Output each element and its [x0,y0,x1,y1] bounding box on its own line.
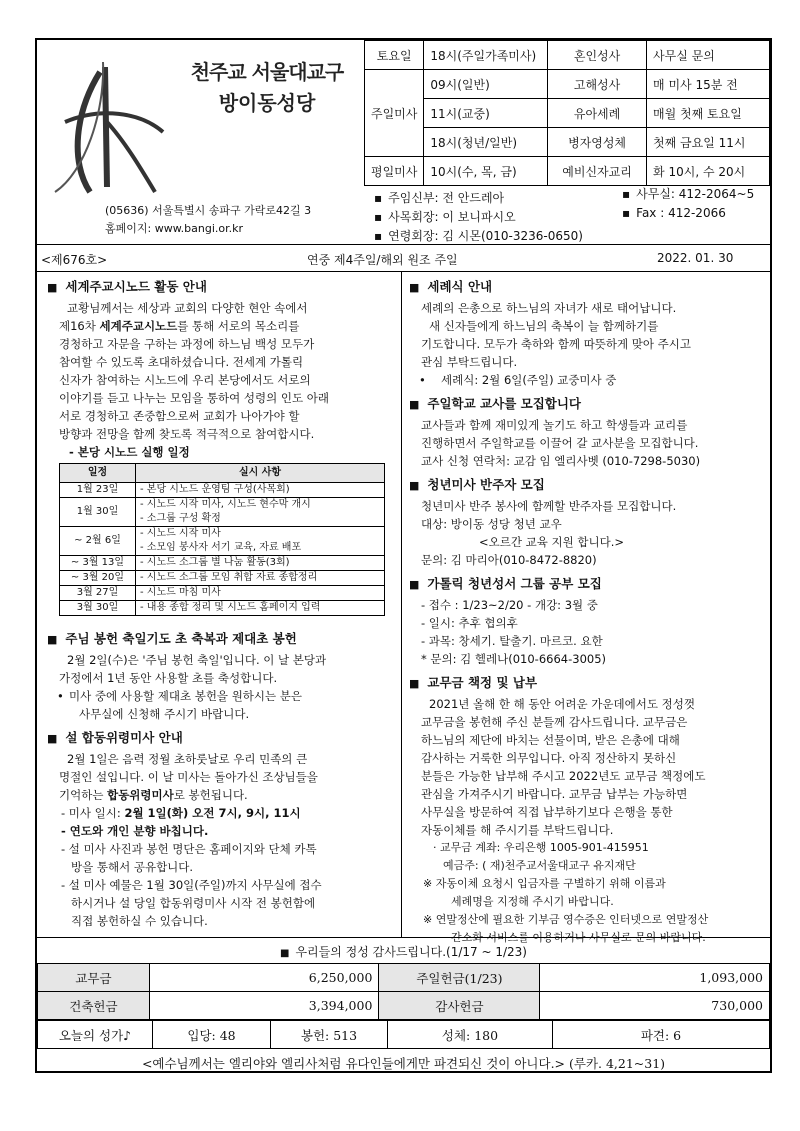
newyear-detail-cont: 하시거나 설 당일 합동위령미사 시작 전 봉헌함에 [71,896,316,910]
accompanist-text: 문의: 김 마리아(010-8472-8820) [421,553,597,567]
newyear-text: 명절인 설입니다. 이 날 미사는 돌아가신 조상님들을 [59,770,318,784]
synod-section [47,278,399,616]
newyear-title: ■ 설 합동위령미사 안내 [47,729,399,748]
baptism-val: 매월 첫째 토요일 [647,99,770,128]
plan-item: - 내용 종합 정리 및 시노드 홈페이지 입력 [136,601,385,616]
candle-section [47,630,399,723]
anointing-label: 병자영성체 [548,128,647,157]
church-name-line2: 방이동성당 [218,91,316,115]
weekday-label: 평일미사 [365,157,424,186]
dues-note-cont: 세례명을 지정해 주시기 바랍니다. [451,895,614,908]
sat-time: 18시(주일가족미사) [424,41,548,70]
table-row [60,556,385,571]
synod-text-part: 를 통해 서로의 목소리를 [177,319,300,333]
baptism-text: 기도합니다. 모두가 축하와 함께 따뜻하게 맞아 주시고 [421,337,691,351]
synod-text: 방향과 전망을 함께 찾도록 적극적으로 참여합시다. [59,427,315,441]
staff-list-right [622,185,754,223]
address-block [105,202,311,238]
header [37,40,770,245]
candle-bullet-cont: 사무실에 신청해 주시기 바랍니다. [79,707,250,721]
hymn-table [37,1020,770,1049]
sunday-offering-label: 주일헌금(1/23) [379,964,540,992]
synod-bold: 세계주교시노드 [99,319,178,333]
dues-account-holder: 예금주: ( 재)천주교서울대교구 유지재단 [443,859,636,872]
baptism-title: ■ 세례식 안내 [409,278,767,297]
newyear-text [47,786,399,804]
catechism-val: 화 10시, 수 20시 [647,157,770,186]
column-divider [401,272,402,937]
pastor: ▪ 주임신부: 전 안드레아 [374,189,583,208]
hymn-communion: 성체: 180 [388,1021,553,1049]
logo-area [37,40,364,245]
synod-text [47,317,399,335]
plan-item: - 본당 시노드 운영팀 구성(사목회) [136,483,385,498]
office-phone: ▪ 사무실: 412-2064~5 [622,185,754,204]
federation-chair: ▪ 연령회장: 김 시몬(010-3236-0650) [374,227,583,246]
table-row [60,483,385,498]
plan-item: - 시노드 소그룹 모임 취합 자료 종합정리 [136,571,385,586]
newyear-section [47,729,399,930]
issue-title: 연중 제4주일/해외 원조 주일 [307,253,458,267]
table-row [38,1021,770,1049]
mass-schedule-table [364,40,770,186]
synod-text: 참여할 수 있도록 초대하셨습니다. 전세계 가톨릭 [59,355,304,369]
dues-title: ■ 교무금 책정 및 납부 [409,674,767,693]
accompanist-text: 청년미사 반주 봉사에 함께할 반주자를 모집합니다. [421,499,677,513]
wedding-label: 혼인성사 [548,41,647,70]
newyear-text-part: 로 봉헌됩니다. [173,788,248,802]
plan-date: ~ 2월 6일 [60,527,136,556]
building-value: 3,394,000 [149,992,379,1020]
catechism-label: 예비신자교리 [548,157,647,186]
confession-val: 매 미사 15분 전 [647,70,770,99]
bible-section [409,575,767,668]
sunday-label: 주일미사 [365,70,424,157]
baptism-section [409,278,767,389]
newyear-text: 2월 1일은 음력 정월 초하룻날로 우리 민족의 큰 [67,752,308,766]
newyear-bold: 합동위령미사 [107,788,174,802]
baptism-text: 세례의 은총으로 하느님의 자녀가 새로 태어납니다. [421,301,677,315]
candle-text: 2월 2일(수)은 '주님 봉헌 축일'입니다. 이 날 본당과 [67,653,327,667]
plan-item [136,498,385,527]
homepage[interactable]: 홈페이지: www.bangi.or.kr [105,222,244,235]
plan-item-line: - 소그룹 구성 확정 [140,513,221,524]
bible-text: - 접수 : 1/23~2/20 - 개강: 3월 중 [421,598,598,612]
dues-text: 하느님의 제단에 바치는 선물이며, 받은 은총에 대해 [421,733,680,747]
hymn-offertory: 봉헌: 513 [271,1021,388,1049]
dues-text: 사무실을 방문하여 직접 납부하기보다 은행을 통한 [421,805,673,819]
dues-note: ※ 연말정산에 필요한 기부금 영수증은 인터넷으로 연말정산 [423,913,709,926]
hymn-label: 오늘의 성가♪ [38,1021,153,1049]
sunday-offering-value: 1,093,000 [540,964,770,992]
baptism-text: 새 신자들에게 하느님의 축복이 늘 함께하기를 [429,319,659,333]
issue-date: 2022. 01. 30 [657,251,734,265]
church-logo-icon [45,52,165,202]
dues-account: · 교무금 계좌: 우리은행 1005-901-415951 [433,841,649,854]
synod-text: 이야기를 듣고 나누는 모임을 통하여 성령의 인도 아래 [59,391,329,405]
dues-value: 6,250,000 [149,964,379,992]
sunday-mass-1: 09시(일반) [424,70,548,99]
bulletin-page [35,38,772,1073]
plan-date: 3월 30일 [60,601,136,616]
left-column [47,278,399,936]
newyear-detail-bold: 2월 1일(화) 오전 7시, 9시, 11시 [124,806,301,820]
bible-text: - 일시: 추후 협의후 [421,616,518,630]
synod-title: ■ 세계주교시노드 활동 안내 [47,278,399,297]
sunday-school-text: 진행하면서 주일학교를 이끌어 갈 교사분을 모집합니다. [421,436,699,450]
plan-head-date: 일정 [60,464,136,483]
offering-table [37,963,770,1020]
sunday-school-section [409,395,767,470]
thanks-title: ■ 우리들의 정성 감사드립니다.(1/17 ~ 1/23) [37,937,770,963]
wedding-val: 사무실 문의 [647,41,770,70]
plan-date: 1월 30일 [60,498,136,527]
church-name-line1: 천주교 서울대교구 [190,60,344,84]
candle-bullet: • 미사 중에 사용할 제대초 봉헌을 원하시는 분은 [47,687,399,705]
table-row [60,571,385,586]
newyear-detail-cont: 방을 통해서 공유합니다. [71,860,194,874]
right-column [409,278,767,953]
table-row [38,964,770,992]
plan-date: ~ 3월 20일 [60,571,136,586]
plan-date: ~ 3월 13일 [60,556,136,571]
plan-item: - 시노드 소그룹 별 나눔 활동(3회) [136,556,385,571]
sunday-school-text: 교사들과 함께 재미있게 놀기도 하고 학생들과 교리를 [421,418,688,432]
address: (05636) 서울특별시 송파구 가락로42길 3 [105,204,312,217]
issue-number: <제676호> [41,253,108,267]
candle-title: ■ 주님 봉헌 축일기도 초 축복과 제대초 봉헌 [47,630,399,649]
synod-text: 서로 경청하고 존중함으로써 교회가 나아가야 할 [59,409,300,423]
synod-plan-table [59,463,385,616]
dues-text: 교무금을 봉헌해 주신 분들께 감사드립니다. 교무금은 [421,715,688,729]
plan-head-item: 실시 사항 [136,464,385,483]
newyear-detail: - 연도와 개인 분향 바칩니다. [61,824,209,838]
synod-text-part: 제16차 [59,319,100,333]
sunday-mass-2: 11시(교중) [424,99,548,128]
table-row [60,527,385,556]
dues-note: ※ 자동이체 요청시 입금자를 구별하기 위해 이름과 [423,877,666,890]
church-name [167,56,367,116]
dues-text: 관심을 가져주시기 바랍니다. 교무금 납부는 가능하면 [421,787,688,801]
newyear-text-part: 기억하는 [59,788,108,802]
plan-item [136,527,385,556]
table-row [38,992,770,1020]
confession-label: 고해성사 [548,70,647,99]
plan-date: 3월 27일 [60,586,136,601]
plan-item: - 시노드 마침 미사 [136,586,385,601]
dues-section [409,674,767,947]
dues-note-cont: 간소화 서비스를 이용하거나 사무실로 문의 바랍니다. [451,931,706,944]
synod-text: 교황님께서는 세상과 교회의 다양한 현안 속에서 [67,301,308,315]
candle-text: 가정에서 1년 동안 사용할 초를 축성합니다. [59,671,278,685]
building-label: 건축헌금 [38,992,150,1020]
sunday-school-title: ■ 주일학교 교사를 모집합니다 [409,395,767,414]
sunday-school-text: 교사 신청 연락처: 교감 임 엘리사벳 (010-7298-5030) [421,454,701,468]
plan-date: 1월 23일 [60,483,136,498]
accompanist-text: 대상: 방이동 성당 청년 교우 [421,517,562,531]
staff-info [364,185,770,245]
accompanist-text: <오르간 교육 지원 합니다.> [479,535,624,549]
weekday-val: 10시(수, 목, 금) [424,157,548,186]
gratitude-label: 감사헌금 [379,992,540,1020]
table-row [60,498,385,527]
plan-item-line: - 시노드 시작 미사 [140,528,221,539]
dues-text: 감사하는 거룩한 의무입니다. 아직 정산하지 못하신 [421,751,677,765]
baptism-bullet: • 세례식: 2월 6일(주일) 교중미사 중 [409,371,767,389]
newyear-detail: - 설 미사 예물은 1월 30일(주일)까지 사무실에 접수 [61,878,322,892]
newyear-detail [47,804,399,822]
fax: ▪ Fax : 412-2066 [622,204,754,223]
issue-bar [37,245,770,272]
hymn-entrance: 입당: 48 [153,1021,271,1049]
dues-text: 2021년 올해 한 해 동안 어려운 가운데에서도 정성껏 [429,697,695,711]
accompanist-title: ■ 청년미사 반주자 모집 [409,476,767,495]
newyear-detail-part: - 미사 일시: [61,806,125,820]
anointing-val: 첫째 금요일 11시 [647,128,770,157]
council-chair: ▪ 사목회장: 이 보니파시오 [374,208,583,227]
dues-label: 교무금 [38,964,150,992]
gospel-verse: <예수님께서는 엘리야와 엘리사처럼 유다인들에게만 파견되신 것이 아니다.> (루카. 4,21~31) [37,1048,770,1073]
bible-text: * 문의: 김 헬레나(010-6664-3005) [421,652,606,666]
table-row [60,601,385,616]
table-row [60,586,385,601]
baptism-label: 유아세례 [548,99,647,128]
accompanist-section [409,476,767,569]
gratitude-value: 730,000 [540,992,770,1020]
hymn-dismissal: 파견: 6 [553,1021,770,1049]
staff-list-left [374,189,583,246]
sat-label: 토요일 [365,41,424,70]
dues-text: 자동이체를 해 주시기를 부탁드립니다. [421,823,614,837]
newyear-detail: - 설 미사 사진과 봉헌 명단은 홈페이지와 단체 카톡 [61,842,317,856]
bible-text: - 과목: 창세기. 탈출기. 마르코. 요한 [421,634,603,648]
synod-text: 신자가 참여하는 시노드에 우리 본당에서도 서로의 [59,373,311,387]
newyear-detail-cont: 직접 봉헌하실 수 있습니다. [71,914,208,928]
synod-text: 경청하고 자문을 구하는 과정에 하느님 백성 모두가 [59,337,315,351]
sunday-mass-3: 18시(청년/일반) [424,128,548,157]
bible-title: ■ 가톨릭 청년성서 그룹 공부 모집 [409,575,767,594]
plan-title: - 본당 시노드 실행 일정 [69,445,190,459]
dues-text: 분들은 가능한 납부해 주시고 2022년도 교무금 책정에도 [421,769,706,783]
baptism-text: 관심 부탁드립니다. [421,355,518,369]
plan-item-line: - 소모임 봉사자 서기 교육, 자료 배포 [140,542,302,553]
plan-item-line: - 시노드 시작 미사, 시노드 현수막 개시 [140,499,311,510]
